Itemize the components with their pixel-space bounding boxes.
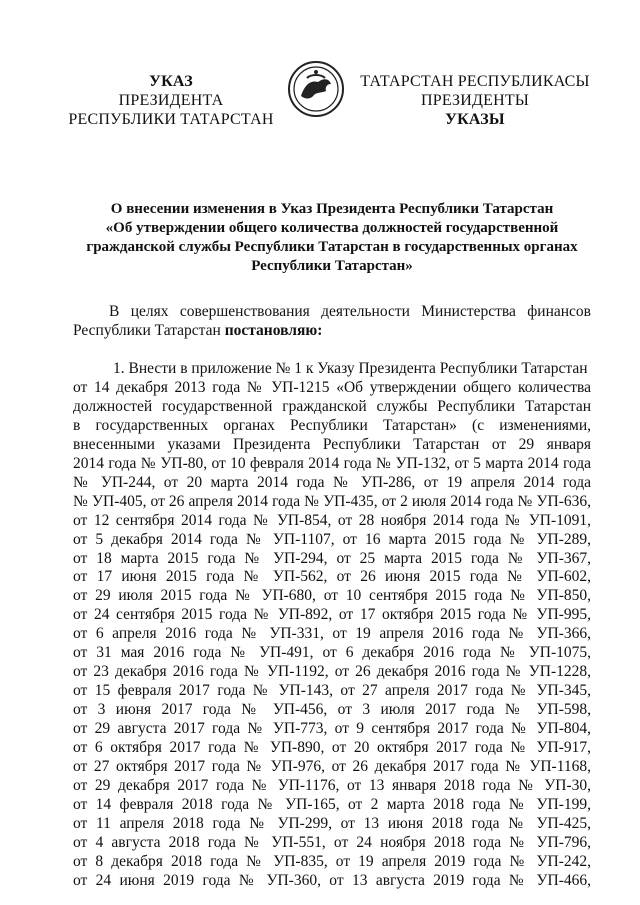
header-right-line: ПРЕЗИДЕНТЫ	[421, 92, 529, 109]
item-line: от 4 августа 2018 года № УП-551, от 24 ноября 2018 года № УП-796,	[73, 833, 591, 851]
item-line: от 6 октября 2017 года № УП-890, от 20 октября 2017 года № УП-917,	[73, 739, 591, 757]
title-line: О внесении изменения в Указ Президента Республики Татарстан	[110, 201, 554, 217]
item-line: в государственных органах Республики Татарстан» (с изменениями,	[73, 416, 591, 434]
item-line: № УП-244, от 20 марта 2014 года № УП-286, от 19 апреля 2014 года	[73, 473, 591, 491]
item-line: от 14 декабря 2013 года № УП-1215 «Об утверждении общего количества	[73, 378, 591, 396]
item-line: 1. Внести в приложение № 1 к Указу Президента Республики Татарстан	[113, 360, 588, 377]
preamble-paragraph	[73, 302, 591, 340]
item-line: от 23 декабря 2016 года № УП-1192, от 26 декабря 2016 года № УП-1228,	[73, 663, 591, 681]
item-line: от 29 июля 2015 года № УП-680, от 10 сентября 2015 года № УП-850,	[73, 587, 591, 605]
header-left-line: УКАЗ	[149, 73, 193, 90]
item-line: от 15 февраля 2017 года № УП-143, от 27 апреля 2017 года № УП-345,	[73, 682, 591, 700]
preamble-bold-tail: постановляю:	[224, 322, 323, 339]
item-line: от 31 мая 2016 года № УП-491, от 6 декабря 2016 года № УП-1075,	[73, 644, 591, 662]
item-line: от 12 сентября 2014 года № УП-854, от 28 ноября 2014 года № УП-1091,	[73, 511, 591, 529]
item-1-paragraph	[73, 360, 591, 891]
item-line: от 5 декабря 2014 года № УП-1107, от 16 марта 2015 года № УП-289,	[73, 530, 591, 548]
item-line: от 3 июня 2017 года № УП-456, от 3 июля 2017 года № УП-598,	[73, 701, 591, 719]
item-line: от 6 апреля 2016 года № УП-331, от 19 апреля 2016 года № УП-366,	[73, 625, 591, 643]
item-line: должностей государственной гражданской службы Республики Татарстан	[73, 397, 591, 415]
item-line: от 18 марта 2015 года № УП-294, от 25 марта 2015 года № УП-367,	[73, 549, 591, 567]
header-left-block	[56, 72, 286, 129]
item-line: внесенными указами Президента Республики Татарстан от 29 января	[73, 435, 591, 453]
item-line: от 29 декабря 2017 года № УП-1176, от 13 января 2018 года № УП-30,	[73, 776, 591, 794]
header-right-block	[355, 72, 595, 129]
title-line: Республики Татарстан»	[251, 258, 413, 274]
item-line: от 8 декабря 2018 года № УП-835, от 19 апреля 2019 года № УП-242,	[73, 852, 591, 870]
header-right-line: УКАЗЫ	[445, 111, 505, 128]
item-line: от 11 апреля 2018 года № УП-299, от 13 июня 2018 года № УП-425,	[73, 814, 591, 832]
tatarstan-coat-of-arms-icon	[287, 60, 345, 118]
header-left-line: ПРЕЗИДЕНТА	[118, 92, 224, 109]
item-line: от 17 июня 2015 года № УП-562, от 26 июня 2015 года № УП-602,	[73, 568, 591, 586]
item-line: № УП-405, от 26 апреля 2014 года № УП-435, от 2 июля 2014 года № УП-636,	[73, 492, 591, 510]
header-right-line: ТАТАРСТАН РЕСПУБЛИКАСЫ	[360, 73, 590, 90]
title-line: «Об утверждении общего количества должностей государственной	[105, 220, 559, 236]
document-title	[72, 200, 592, 276]
item-line: от 24 июня 2019 года № УП-360, от 13 августа 2019 года № УП-466,	[73, 871, 591, 889]
item-line: от 27 октября 2017 года № УП-976, от 26 декабря 2017 года № УП-1168,	[73, 758, 591, 776]
item-line: от 14 февраля 2018 года № УП-165, от 2 марта 2018 года № УП-199,	[73, 795, 591, 813]
header-left-line: РЕСПУБЛИКИ ТАТАРСТАН	[68, 111, 274, 128]
item-line: 2014 года № УП-80, от 10 февраля 2014 года № УП-132, от 5 марта 2014 года	[73, 454, 591, 472]
preamble-text: В целях совершенствования деятельности Министерства финансов Республики Татарстан	[73, 303, 591, 339]
item-line: от 24 сентября 2015 года № УП-892, от 17 октября 2015 года № УП-995,	[73, 606, 591, 624]
item-line: от 29 августа 2017 года № УП-773, от 9 сентября 2017 года № УП-804,	[73, 720, 591, 738]
title-line: гражданской службы Республики Татарстан в государственных органах	[86, 239, 578, 255]
